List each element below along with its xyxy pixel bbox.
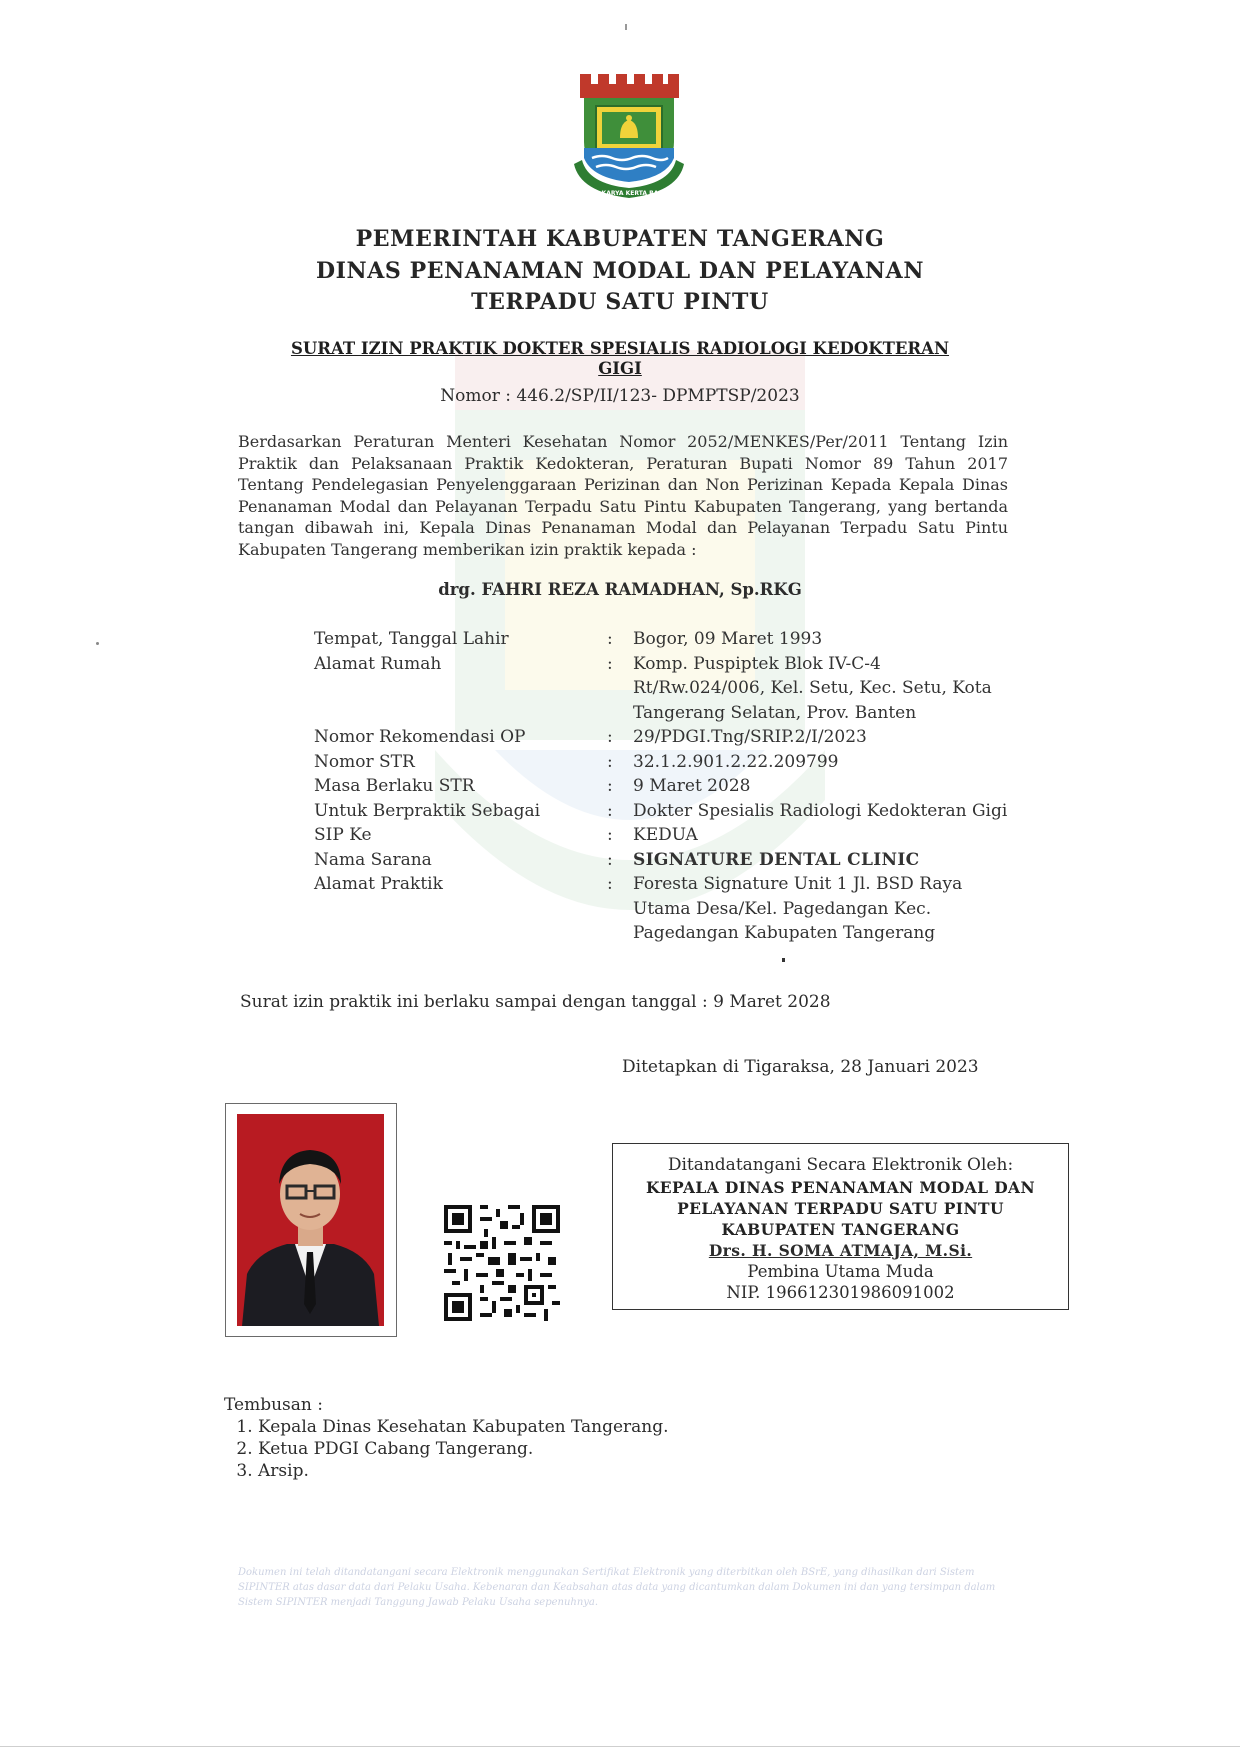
passport-photo	[225, 1103, 397, 1337]
carbon-copy-list	[224, 1416, 669, 1482]
carbon-copy-section	[224, 1394, 669, 1482]
legal-basis-paragraph: Berdasarkan Peraturan Menteri Kesehatan Nomor 2052/MENKES/Per/2011 Tentang Izin Praktik dan Pelaksanaan Praktik Kedokteran, Peraturan Bupati Nomor 89 Tahun 2017 Tentang Pendelegasian Penyelenggaraan Perizinan dan Non Perizinan Kepada Kepala Dinas Penanaman Modal dan Pelayanan Terpadu Satu Pintu Kabupaten Tangerang, yang bertanda tangan dibawah ini, Kepala Dinas Penanaman Modal dan Pelayanan Terpadu Satu Pintu Kabupaten Tangerang memberikan izin praktik kepada :	[238, 432, 1008, 559]
detail-row: Alamat Praktik : Foresta Signature Unit 1 Jl. BSD Raya	[314, 874, 963, 894]
detail-row: Nama Sarana : SIGNATURE DENTAL CLINIC	[314, 849, 920, 870]
detail-row: Nomor Rekomendasi OP : 29/PDGI.Tng/SRIP.2/I/2023	[314, 727, 867, 747]
photo-background	[237, 1114, 384, 1326]
scan-edge-line	[0, 1746, 1240, 1747]
signature-heading: Ditandatangani Secara Elektronik Oleh:	[667, 1155, 1014, 1175]
signer-office-line-2: PELAYANAN TERPADU SATU PINTU	[677, 1199, 1004, 1218]
header-line-1: PEMERINTAH KABUPATEN TANGERANG	[355, 226, 885, 252]
signer-nip: NIP. 196612301986091002	[726, 1283, 955, 1302]
header-line-3: TERPADU SATU PINTU	[471, 289, 769, 315]
person-portrait-icon	[237, 1114, 384, 1326]
document-number: Nomor : 446.2/SP/II/123- DPMPTSP/2023	[440, 386, 800, 406]
detail-row: Masa Berlaku STR : 9 Maret 2028	[314, 776, 751, 796]
detail-row: Alamat Rumah : Komp. Puspiptek Blok IV-C-4	[314, 653, 881, 674]
detail-row: Utama Desa/Kel. Pagedangan Kec.	[633, 898, 932, 919]
list-item: 1. Kepala Dinas Kesehatan Kabupaten Tangerang.	[258, 1416, 669, 1438]
signer-rank: Pembina Utama Muda	[747, 1262, 934, 1281]
signer-office-line-1: KEPALA DINAS PENANAMAN MODAL DAN	[645, 1178, 1036, 1197]
tangerang-regency-crest-icon	[570, 72, 688, 207]
scan-speck	[782, 958, 785, 962]
document-title-line-1: SURAT IZIN PRAKTIK DOKTER SPESIALIS RADIOLOGI KEDOKTERAN	[290, 339, 950, 358]
detail-row: SIP Ke : KEDUA	[314, 825, 698, 845]
recipient-name: drg. FAHRI REZA RAMADHAN, Sp.RKG	[438, 580, 802, 599]
detail-row: Untuk Berpraktik Sebagai : Dokter Spesialis Radiologi Kedokteran Gigi	[314, 800, 1008, 821]
detail-row: Tempat, Tanggal Lahir : Bogor, 09 Maret 1993	[314, 629, 823, 649]
svg-text:SATYA KARYA KERTA RAHARJA: SATYA KARYA KERTA RAHARJA	[578, 190, 680, 197]
validity-statement: Surat izin praktik ini berlaku sampai dengan tanggal : 9 Maret 2028	[240, 992, 831, 1012]
scan-speck	[96, 642, 99, 645]
qr-code-icon	[444, 1205, 560, 1321]
electronic-signature-footnote: Dokumen ini telah ditandatangani secara Elektronik menggunakan Sertifikat Elektronik yang diterbitkan oleh BSrE, yang dihasilkan dari Sistem SIPINTER atas dasar data dari Pelaku Usaha. Kebenaran dan Keabsahan atas data yang dicantumkan dalam Dokumen ini dan yang tersimpan dalam Sistem SIPINTER menjadi Tanggung Jawab Pelaku Usaha sepenuhnya.	[238, 1567, 996, 1608]
detail-row: Nomor STR : 32.1.2.901.2.22.209799	[314, 751, 839, 772]
list-item: 2. Ketua PDGI Cabang Tangerang.	[258, 1438, 669, 1460]
scan-speck	[625, 24, 627, 30]
list-item: 3. Arsip.	[258, 1460, 669, 1482]
details-table	[314, 627, 1054, 946]
signer-name: Drs. H. SOMA ATMAJA, M.Si.	[708, 1241, 973, 1260]
detail-row: Rt/Rw.024/006, Kel. Setu, Kec. Setu, Kota	[633, 678, 992, 698]
signer-office-line-3: KABUPATEN TANGERANG	[721, 1220, 960, 1239]
issued-place-date: Ditetapkan di Tigaraksa, 28 Januari 2023	[622, 1057, 979, 1077]
carbon-copy-heading: Tembusan :	[224, 1395, 323, 1415]
detail-row: Tangerang Selatan, Prov. Banten	[633, 702, 917, 723]
detail-row: Pagedangan Kabupaten Tangerang	[633, 923, 936, 943]
document-title-line-2: GIGI	[598, 359, 642, 378]
electronic-signature-box	[612, 1143, 1069, 1310]
header-line-2: DINAS PENANAMAN MODAL DAN PELAYANAN	[315, 258, 925, 284]
